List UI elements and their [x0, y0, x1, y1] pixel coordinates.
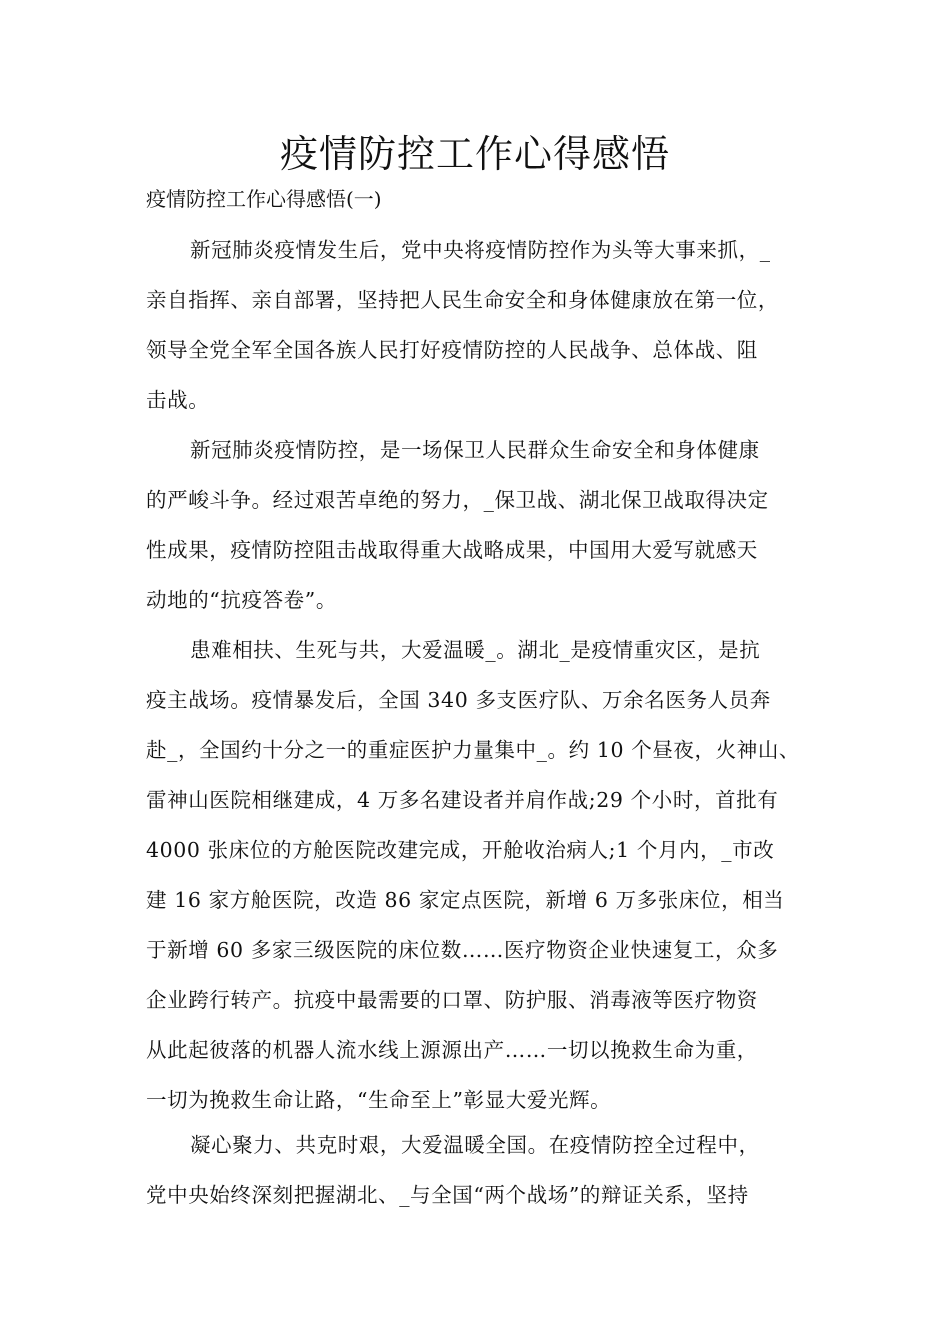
paragraph-line: 患难相扶、生死与共，大爱温暖_。湖北_是疫情重灾区，是抗 — [190, 638, 761, 662]
paragraph-line: 的严峻斗争。经过艰苦卓绝的努力，_保卫战、湖北保卫战取得决定 — [146, 488, 769, 512]
paragraph-line: 一切为挽救生命让路，“生命至上”彰显大爱光辉。 — [146, 1088, 612, 1112]
paragraph-line: 赴_，全国约十分之一的重症医护力量集中_。约 10 个昼夜，火神山、 — [146, 738, 801, 762]
paragraph-2 — [146, 425, 826, 625]
paragraph-line: 企业跨行转产。抗疫中最需要的口罩、防护服、消毒液等医疗物资 — [146, 988, 758, 1012]
paragraph-line: 动地的“抗疫答卷”。 — [146, 588, 337, 612]
section-subtitle: 疫情防控工作心得感悟(一) — [146, 187, 382, 211]
paragraph-line: 雷神山医院相继建成，4 万多名建设者并肩作战;29 个小时，首批有 — [146, 788, 779, 812]
paragraph-line: 领导全党全军全国各族人民打好疫情防控的人民战争、总体战、阻 — [146, 338, 758, 362]
paragraph-line: 亲自指挥、亲自部署，坚持把人民生命安全和身体健康放在第一位， — [146, 288, 779, 312]
paragraph-line: 党中央始终深刻把握湖北、_与全国“两个战场”的辩证关系，坚持 — [146, 1183, 749, 1207]
paragraph-line: 4000 张床位的方舱医院改建完成，开舱收治病人;1 个月内，_市改 — [146, 838, 775, 862]
paragraph-line: 性成果，疫情防控阻击战取得重大战略成果，中国用大爱写就感天 — [146, 538, 758, 562]
paragraph-line: 新冠肺炎疫情防控，是一场保卫人民群众生命安全和身体健康 — [190, 438, 760, 462]
paragraph-1 — [146, 225, 826, 425]
paragraph-3 — [146, 625, 826, 1125]
paragraph-line: 建 16 家方舱医院，改造 86 家定点医院，新增 6 万多张床位，相当 — [146, 888, 785, 912]
paragraph-line: 从此起彼落的机器人流水线上源源出产……一切以挽救生命为重， — [146, 1038, 758, 1062]
paragraph-line: 疫主战场。疫情暴发后，全国 340 多支医疗队、万余名医务人员奔 — [146, 688, 771, 712]
paragraph-line: 新冠肺炎疫情发生后，党中央将疫情防控作为头等大事来抓，_ — [190, 238, 771, 262]
paragraph-line: 击战。 — [146, 388, 210, 412]
paragraph-line: 凝心聚力、共克时艰，大爱温暖全国。在疫情防控全过程中， — [190, 1133, 760, 1157]
paragraph-4 — [146, 1120, 826, 1220]
page-title: 疫情防控工作心得感悟 — [279, 132, 670, 176]
paragraph-line: 于新增 60 多家三级医院的床位数……医疗物资企业快速复工，众多 — [146, 938, 779, 962]
